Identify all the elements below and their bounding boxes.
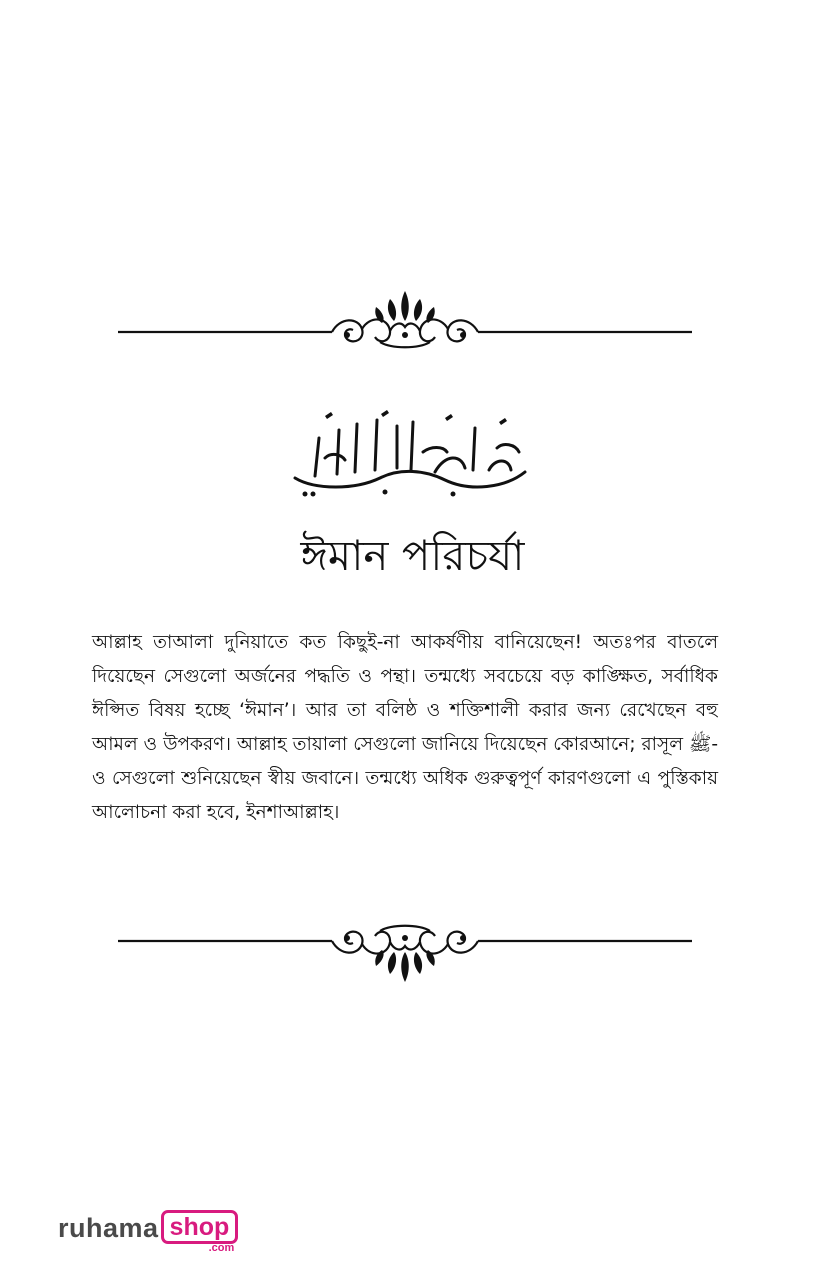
- logo-shop-badge: [159, 1210, 239, 1254]
- ornament-divider-bottom: [118, 896, 692, 986]
- page-title: ঈমান পরিচর্যা: [300, 531, 525, 580]
- body-paragraph: আল্লাহ তাআলা দুনিয়াতে কত কিছুই-না আকর্ষণীয় বানিয়েছেন! অতঃপর বাতলে দিয়েছেন সেগুলো অর্জনের পদ্ধতি ও পন্থা। তন্মধ্যে সবচেয়ে বড় কাঙ্ক্ষিত, সর্বাধিক ঈপ্সিত বিষয় হচ্ছে ‘ঈমান’। আর তা বলিষ্ঠ ও শক্তিশালী করার জন্য রেখেছেন বহু আমল ও উপকরণ। আল্লাহ তায়ালা সেগুলো জানিয়ে দিয়েছেন কোরআনে; রাসূল ﷺ-ও সেগুলো শুনিয়েছেন স্বীয় জবানে। তন্মধ্যে অধিক গুরুত্বপূর্ণ কারণগুলো এ পুস্তিকায় আলোচনা করা হবে, ইনশাআল্লাহ।: [92, 632, 718, 823]
- bismillah-calligraphy: [285, 408, 535, 498]
- ornament-divider-top: [118, 287, 692, 377]
- logo-ruhama-text: ruhama: [58, 1213, 159, 1243]
- logo-domain-text: .com: [208, 1242, 235, 1254]
- logo-shop-text: shop: [161, 1210, 239, 1244]
- ruhamashop-logo: [58, 1210, 238, 1260]
